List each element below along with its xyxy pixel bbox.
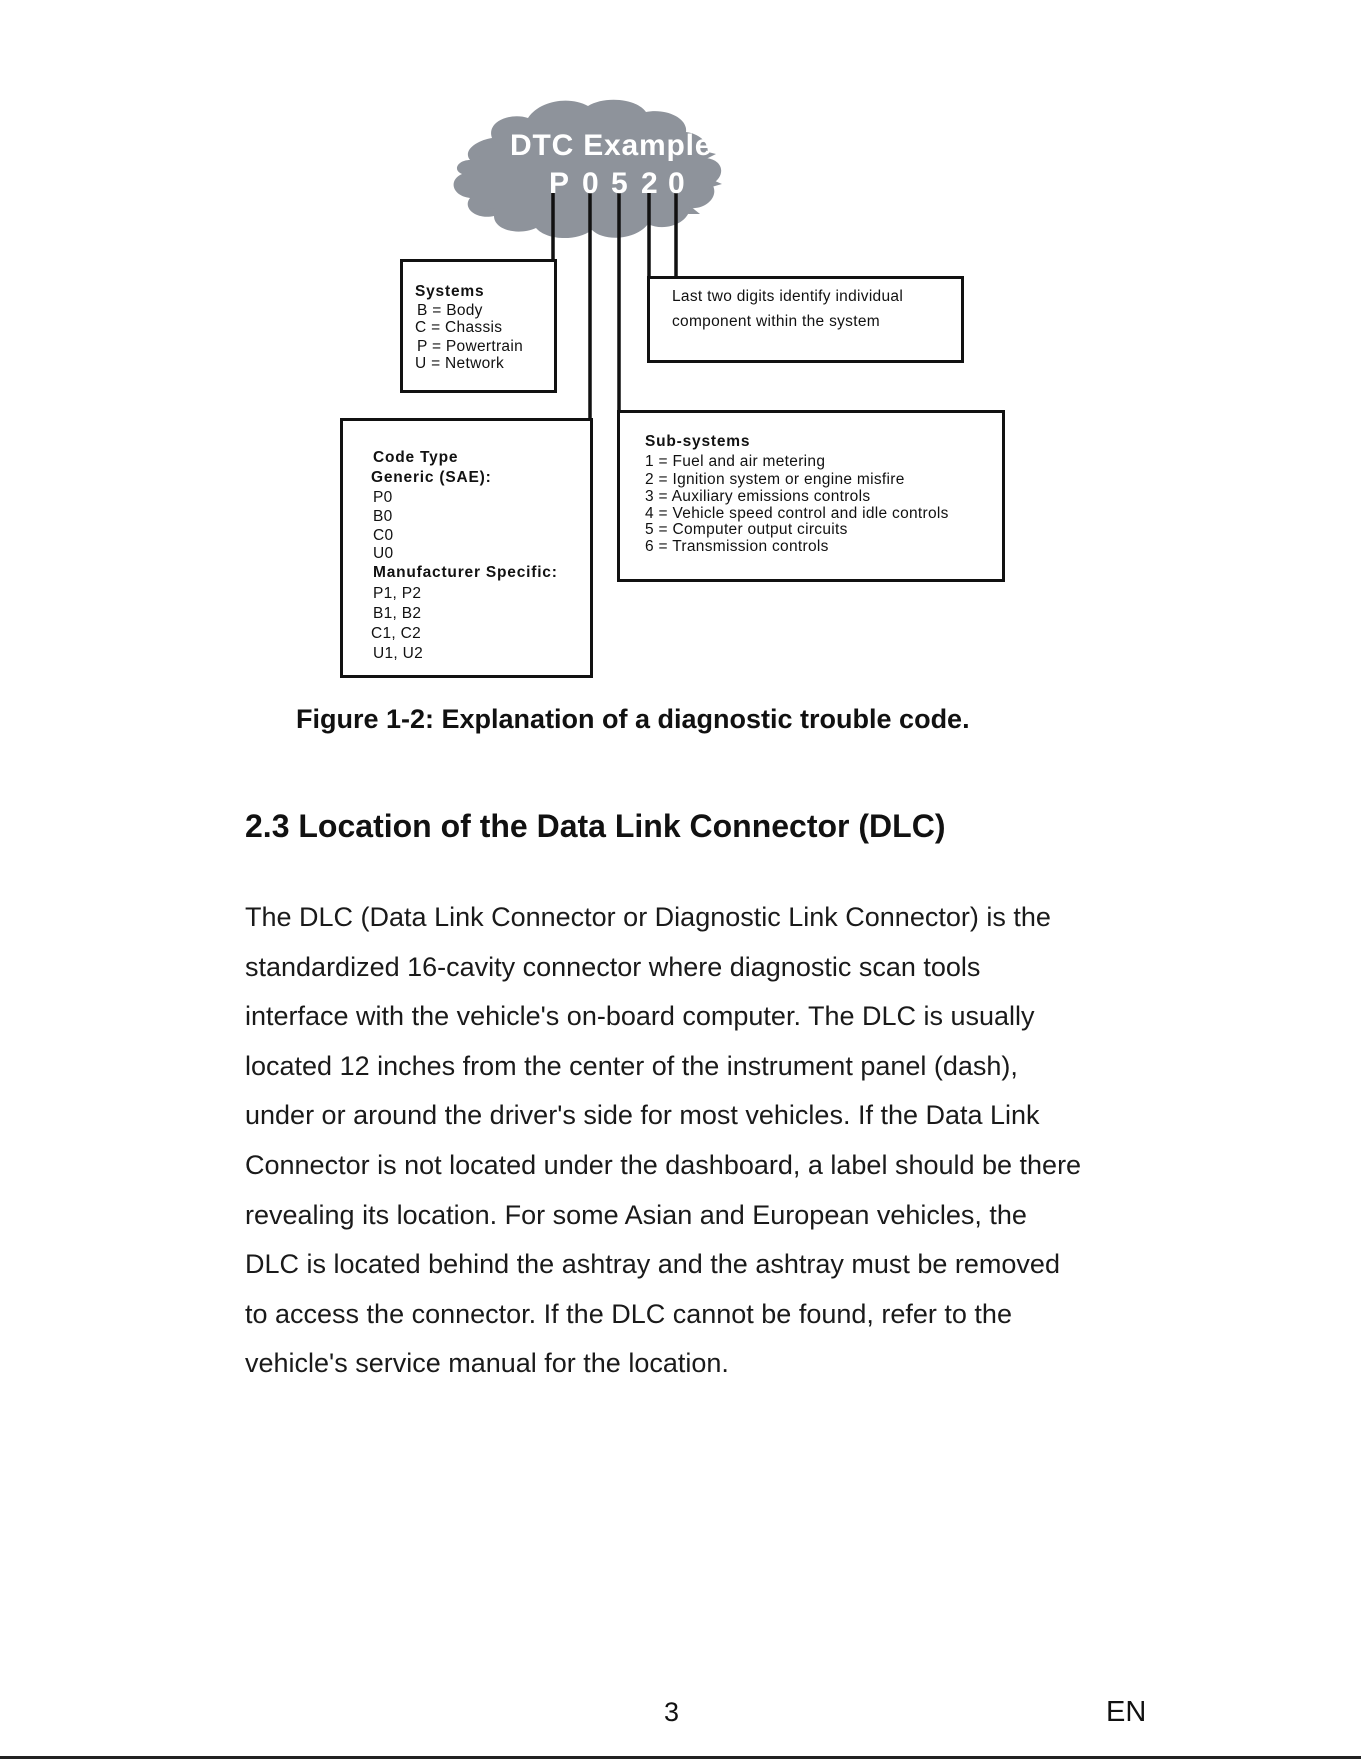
dtc-code-char: 2: [641, 167, 658, 200]
body-line: interface with the vehicle's on-board computer. The DLC is usually: [245, 1001, 1035, 1032]
section-heading: 2.3 Location of the Data Link Connector (DLC): [245, 808, 946, 844]
generic-item: P0: [373, 489, 393, 506]
figure-caption: Figure 1-2: Explanation of a diagnostic trouble code.: [296, 704, 970, 734]
page-number: 3: [664, 1697, 680, 1727]
body-line: to access the connector. If the DLC cannot be found, refer to the: [245, 1298, 1012, 1329]
systems-item: C = Chassis: [415, 319, 503, 336]
last-digits-text: Last two digits identify individual: [672, 288, 904, 305]
subsystems-item: 4 = Vehicle speed control and idle controls: [645, 504, 949, 522]
generic-item: U0: [373, 545, 394, 562]
subsystems-box: [617, 410, 1005, 582]
code-type-box: [340, 418, 593, 678]
dtc-cloud-title: DTC Example: [510, 129, 713, 162]
dtc-code-char: 5: [611, 167, 628, 200]
subsystems-item: 5 = Computer output circuits: [645, 520, 848, 538]
subsystems-heading: Sub-systems: [645, 433, 751, 450]
language-code: EN: [1106, 1696, 1147, 1728]
body-line: Connector is not located under the dashboard, a label should be there: [245, 1149, 1082, 1180]
generic-item: B0: [373, 508, 393, 525]
subsystems-item: 6 = Transmission controls: [645, 537, 829, 555]
manufacturer-item: C1, C2: [371, 625, 422, 642]
systems-item: B = Body: [417, 302, 483, 319]
dtc-code-char: 0: [668, 167, 685, 200]
body-line: DLC is located behind the ashtray and the ashtray must be removed: [245, 1249, 1060, 1280]
subsystems-item: 2 = Ignition system or engine misfire: [645, 470, 905, 488]
systems-item: U = Network: [415, 355, 505, 372]
systems-box: [400, 259, 557, 393]
code-type-heading: Code Type: [373, 449, 459, 466]
generic-heading: Generic (SAE):: [371, 469, 492, 486]
body-line: standardized 16-cavity connector where diagnostic scan tools: [245, 951, 981, 982]
body-line: The DLC (Data Link Connector or Diagnostic Link Connector) is the: [245, 902, 1051, 932]
subsystems-item: 1 = Fuel and air metering: [645, 453, 826, 470]
subsystems-item: 3 = Auxiliary emissions controls: [645, 488, 871, 505]
manufacturer-item: B1, B2: [373, 605, 422, 622]
body-line: revealing its location. For some Asian and European vehicles, the: [245, 1199, 1027, 1230]
systems-heading: Systems: [415, 283, 485, 300]
dtc-code-char: 0: [582, 167, 599, 200]
manufacturer-item: U1, U2: [373, 645, 424, 662]
generic-item: C0: [373, 527, 394, 544]
manufacturer-heading: Manufacturer Specific:: [373, 564, 558, 581]
bottom-rule: [0, 1756, 1361, 1759]
systems-item: P = Powertrain: [417, 338, 524, 355]
last-digits-text: component within the system: [672, 313, 880, 330]
section-body: [245, 893, 1245, 1389]
last-digits-box: [647, 276, 964, 363]
dtc-code-char: P: [549, 167, 570, 200]
manufacturer-item: P1, P2: [373, 585, 422, 602]
body-line: vehicle's service manual for the location.: [245, 1348, 729, 1379]
body-line: under or around the driver's side for most vehicles. If the Data Link: [245, 1100, 1040, 1131]
body-line: located 12 inches from the center of the instrument panel (dash),: [245, 1050, 1018, 1081]
